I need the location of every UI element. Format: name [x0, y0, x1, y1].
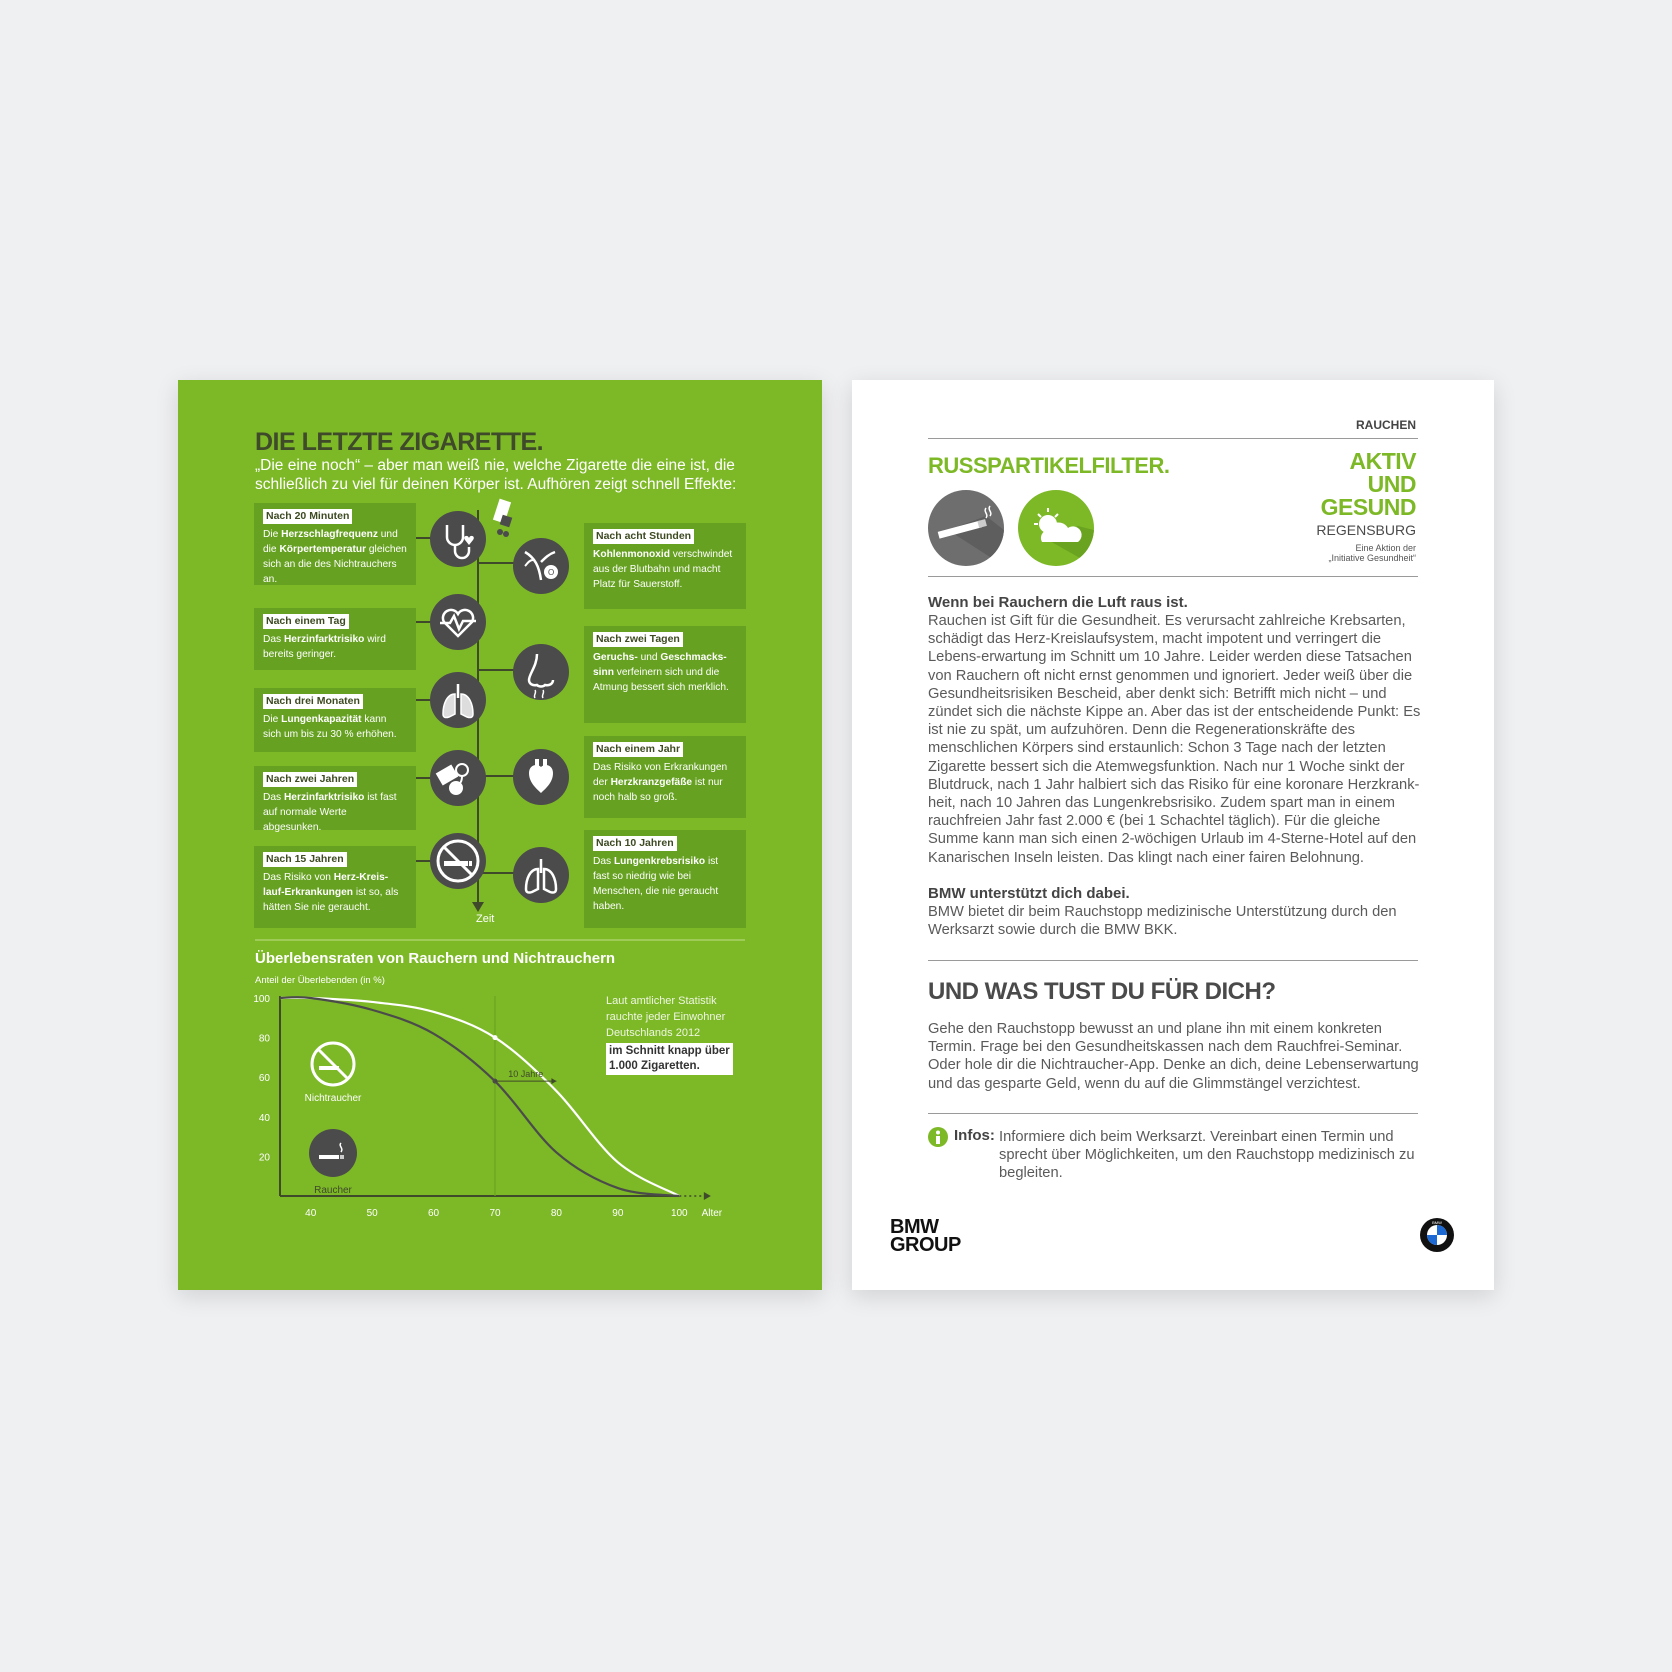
divider	[928, 576, 1418, 577]
body-text: BMW bietet dir beim Rauchstopp medizinische Unterstützung durch den Werksarzt sowie durch die BMW BKK.	[928, 904, 1397, 939]
divider	[255, 939, 745, 941]
svg-text:O: O	[548, 568, 555, 577]
brand-logo-line: AKTIV	[1349, 448, 1416, 474]
chart-note	[606, 993, 746, 1075]
cigarette-icon	[319, 1155, 339, 1159]
smoker-legend-bg	[309, 1129, 357, 1177]
timeline-box-text: Geruchs- und Geschmacks-sinn verfeinern sich und die Atmung bessert sich merklich.	[593, 652, 729, 693]
chart-note-highlight	[606, 1043, 733, 1075]
sun-cloud-icon	[1018, 490, 1094, 566]
timeline-box-3months	[254, 688, 416, 752]
chart-y-tick-label: 60	[258, 1073, 270, 1085]
section-heading: BMW unterstützt dich dabei.	[928, 885, 1130, 902]
info-label: Infos:	[954, 1127, 995, 1144]
category-label: RAUCHEN	[1356, 418, 1416, 432]
infographic-intro: „Die eine noch“ – aber man weiß nie, welche Zigarette die eine ist, die schließlich zu viel für deinen Körper ist. Aufhören zeigt schnell Effekte:	[255, 457, 737, 493]
lungs-icon	[513, 847, 569, 903]
brand-logo	[1321, 450, 1416, 519]
timeline-box-header: Nach drei Monaten	[263, 694, 363, 709]
divider	[928, 438, 1418, 439]
chart-x-tick-label: 100	[670, 1208, 688, 1219]
bmw-roundel-logo	[1420, 1218, 1454, 1252]
brand-subline	[1328, 543, 1416, 563]
body-text: Rauchen ist Gift für die Gesundheit. Es verursacht zahlreiche Krebsarten, schädigt das Herz-Kreislaufsystem, macht impotent und verringert die Lebens-erwartung im Schnitt um 10 Jahre. Leider werden diese Tatsachen von Rauchern oft nicht ernst genommen und ignoriert. Jeder weiß über die Gesundheitsrisiken Bescheid, aber denkt sich: Betrifft mich nicht – und zündet sich die nächste Kippe an. Aber das ist der entscheidende Punkt: Es ist nie zu spät, um aufzuhören. Denn die Regenerationskräfte des menschlichen Körpers sind erstaunlich: Schon 3 Tage nach der letzten Zigarette bessert sich die Atemwegsfunktion. Nach nur 1 Woche sinkt der Blutdruck, nach 1 Jahr halbiert sich das Risiko für eine koronare Herzkrank-heit, nach 10 Jahren das Lungenkrebsrisiko. Zudem spart man in einem rauchfreien Jahr fast 2.000 € (bei 1 Schachtel täglich). Für die gleiche Summe kann man sich einen 2-wöchigen Urlaub im 4-Sterne-Hotel auf den Kanarischen Inseln leisten. Das klingt nach einer fairen Belohnung.	[928, 613, 1421, 866]
nose-icon	[513, 644, 569, 700]
bmw-group-logo	[890, 1218, 961, 1254]
brand-subline-line: Eine Aktion der	[1355, 543, 1416, 553]
timeline-box-text: Das Herzinfarktrisiko ist fast auf normale Werte abgesunken.	[263, 792, 397, 833]
timeline-box-header: Nach zwei Tagen	[593, 632, 683, 647]
timeline-axis-label: Zeit	[476, 913, 495, 925]
chart-y-tick-label: 80	[258, 1033, 270, 1045]
timeline-box-10years	[584, 830, 746, 928]
cigarette-icon	[928, 490, 1004, 566]
chart-x-axis-arrow	[704, 1192, 711, 1200]
timeline-box-text: Kohlenmonoxid verschwindet aus der Blutbahn und macht Platz für Sauerstoff.	[593, 549, 733, 590]
info-icon	[928, 1127, 948, 1147]
chart-note-text: Laut amtlicher Statistik rauchte jeder Einwohner Deutschlands 2012	[606, 995, 726, 1039]
brand-logo-line: GESUND	[1320, 494, 1416, 520]
info-text: Informiere dich beim Werksarzt. Vereinbart einen Termin und sprecht über Möglichkeiten, um den Rauchstopp medizinisch zu begleiten.	[999, 1129, 1415, 1182]
chart-note-highlight-line: im Schnitt knapp über	[609, 1045, 730, 1057]
chart-legend-label: Nichtraucher	[304, 1093, 362, 1104]
timeline-box-1day	[254, 608, 416, 670]
body-text: Gehe den Rauchstopp bewusst an und plane ihn mit einem konkreten Termin. Frage bei den Gesundheitskassen nach dem Rauchfrei-Seminar. Oder hole dir die Nichtraucher-App. Denke an dich, deine Lebenserwartung und das gesparte Geld, wenn du auf die Glimmstängel verzichtest.	[928, 1021, 1419, 1092]
cigarette-tip	[340, 1155, 344, 1159]
chart-annotation-arrow	[551, 1078, 556, 1084]
timeline-box-2years	[254, 766, 416, 833]
timeline-box-15years	[254, 846, 416, 928]
divider	[928, 1113, 1418, 1114]
timeline-box-20min	[254, 503, 416, 585]
chart-legend-label: Raucher	[314, 1185, 352, 1196]
timeline-box-2days	[584, 626, 746, 723]
timeline-box-text: Das Risiko von Herz-Kreis-lauf-Erkrankungen ist so, als hätten Sie nie geraucht.	[263, 872, 399, 913]
chart-title: Überlebensraten von Rauchern und Nichtrauchern	[255, 950, 616, 967]
timeline-box-header: Nach 20 Minuten	[263, 509, 352, 524]
timeline-box-header: Nach einem Tag	[263, 614, 349, 629]
chart-x-tick-label: 90	[612, 1208, 624, 1219]
chart-y-tick-label: 20	[258, 1152, 270, 1164]
bmw-group-logo-line: GROUP	[890, 1234, 961, 1256]
timeline-box-text: Das Herzinfarktrisiko wird bereits geringer.	[263, 634, 386, 660]
chart-point-nichtraucher	[493, 1035, 498, 1040]
stethoscope-heart-icon	[430, 511, 486, 567]
chart-annotation-label: 10 Jahre	[508, 1069, 544, 1080]
chart-x-tick-label: 80	[550, 1208, 562, 1219]
timeline-box-8hours	[584, 523, 746, 609]
chart-y-label: Anteil der Überlebenden (in %)	[255, 975, 385, 986]
timeline-box-1year	[584, 736, 746, 818]
page-title: RUSSPARTIKELFILTER.	[928, 453, 1170, 478]
blood-vessel-oxygen-icon	[513, 538, 569, 594]
brand-city: REGENSBURG	[1316, 522, 1416, 538]
blood-pressure-icon	[430, 750, 486, 806]
timeline-box-text: Das Lungenkrebsrisiko ist fast so niedrig wie bei Menschen, die nie geraucht haben.	[593, 856, 719, 912]
chart-y-tick-label: 40	[258, 1112, 270, 1124]
chart-x-tick-label: 60	[428, 1208, 440, 1219]
timeline-box-header: Nach 15 Jahren	[263, 852, 347, 867]
brand-logo-line: UND	[1367, 471, 1416, 497]
timeline-box-header: Nach acht Stunden	[593, 529, 694, 544]
heart-organ-icon	[513, 749, 569, 805]
timeline-box-text: Das Risiko von Erkrankungen der Herzkranzgefäße ist nur noch halb so groß.	[593, 762, 728, 803]
chart-x-axis-label: Alter	[701, 1208, 723, 1219]
timeline-box-text: Die Herzschlagfrequenz und die Körpertemperatur gleichen sich an die des Nichtrauchers an.	[263, 529, 407, 585]
chart-y-tick-label: 100	[253, 994, 270, 1005]
section-title: UND WAS TUST DU FÜR DICH?	[928, 978, 1276, 1005]
timeline-box-header: Nach einem Jahr	[593, 742, 683, 757]
text-card	[852, 380, 1494, 1290]
bmw-roundel-text: BMW	[1432, 1220, 1442, 1225]
chart-note-highlight-line: 1.000 Zigaretten.	[609, 1060, 700, 1072]
infographic-title: DIE LETZTE ZIGARETTE.	[255, 428, 544, 456]
chart-x-tick-label: 70	[489, 1208, 501, 1219]
timeline-box-text: Die Lungenkapazität kann sich um bis zu 30 % erhöhen.	[263, 714, 397, 740]
infographic-card	[178, 380, 822, 1290]
brand-subline-line: „Initiative Gesundheit“	[1328, 553, 1416, 563]
chart-x-tick-label: 40	[305, 1208, 317, 1219]
lungs-icon	[430, 672, 486, 728]
divider	[928, 960, 1418, 961]
no-smoking-icon	[430, 833, 486, 889]
chart-x-tick-label: 50	[366, 1208, 378, 1219]
section-heading: Wenn bei Rauchern die Luft raus ist.	[928, 594, 1188, 611]
heartbeat-icon	[430, 594, 486, 650]
timeline-box-header: Nach 10 Jahren	[593, 836, 677, 851]
bmw-group-logo-line: BMW	[890, 1216, 939, 1238]
timeline-box-header: Nach zwei Jahren	[263, 772, 357, 787]
